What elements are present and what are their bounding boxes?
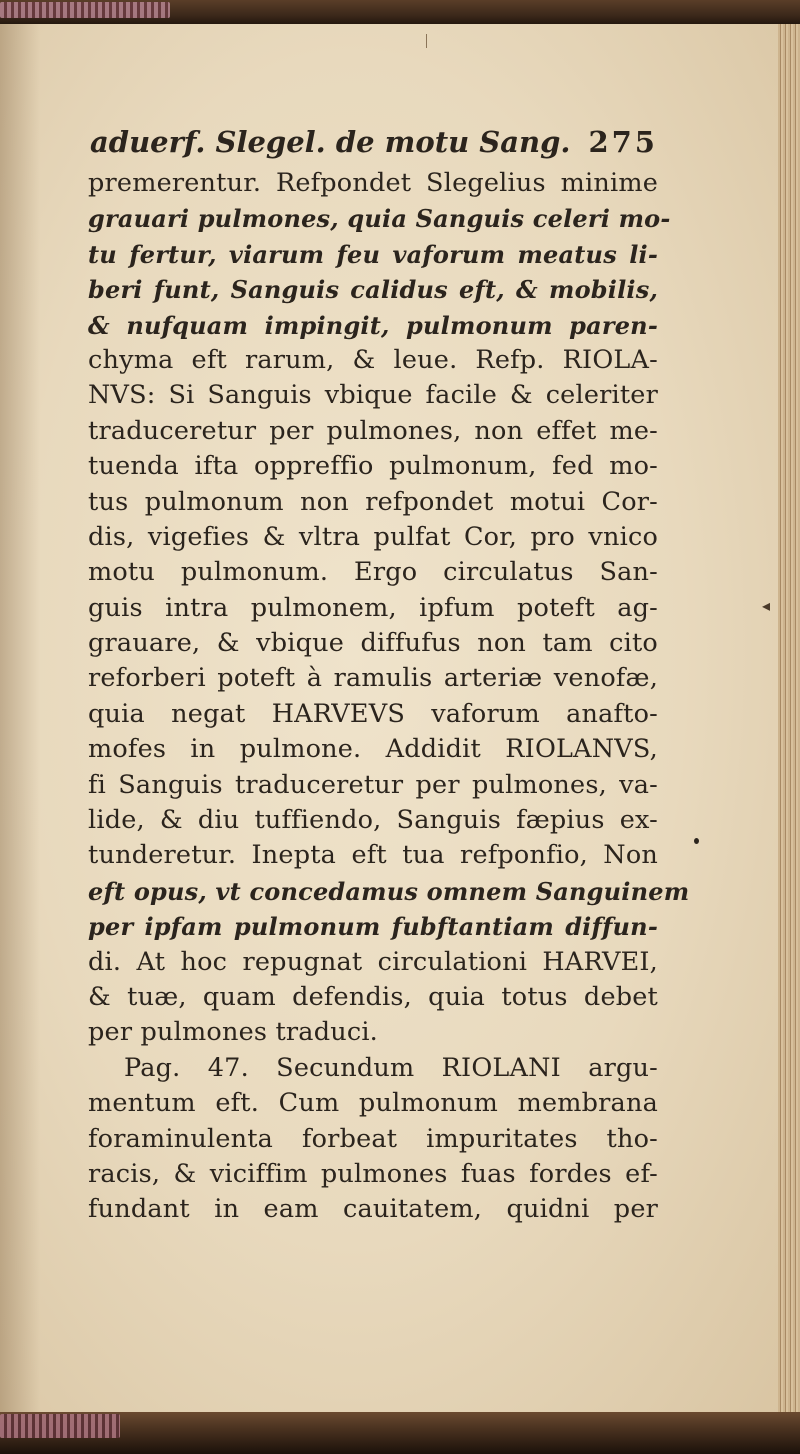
text-line: motu pulmonum. Ergo circulatus San- xyxy=(88,557,658,588)
binding-thread-bottom xyxy=(0,1414,120,1438)
margin-ink-dot xyxy=(694,838,699,844)
text-line: beri funt, Sanguis calidus eft, & mobilis, xyxy=(88,275,658,305)
text-line: fi Sanguis traduceretur per pulmones, va- xyxy=(88,769,658,800)
text-line: tuenda ifta oppreffio pulmonum, fed mo- xyxy=(88,451,658,482)
text-line: grauare, & vbique diffufus non tam cito xyxy=(88,628,658,659)
text-line: premerentur. Refpondet Slegelius minime xyxy=(88,168,658,198)
binding-thread xyxy=(0,2,170,18)
text-line: tu fertur, viarum feu vaforum meatus li- xyxy=(88,239,658,269)
text-line: quia negat HARVEVS vaforum anafto- xyxy=(88,698,658,729)
text-line: mofes in pulmone. Addidit RIOLANVS, xyxy=(88,734,658,765)
text-line: per ipfam pulmonum fubftantiam diffun- xyxy=(88,912,658,942)
text-line: reforberi poteft à ramulis arteriæ venofæ, xyxy=(88,663,658,694)
running-head xyxy=(88,118,658,166)
text-line: NVS: Si Sanguis vbique facile & celeriter xyxy=(88,380,658,411)
text-line: fundant in eam cauitatem, quidni per xyxy=(88,1194,658,1225)
page-number: 275 xyxy=(588,125,658,159)
text-line: traduceretur per pulmones, non effet me- xyxy=(88,415,658,446)
text-line: racis, & viciffim pulmones fuas fordes ef- xyxy=(88,1158,658,1189)
ink-tick-mark xyxy=(426,34,427,48)
text-line: foraminulenta forbeat impuritates tho- xyxy=(88,1123,658,1154)
text-line: dis, vigefies & vltra pulfat Cor, pro vnico xyxy=(88,521,658,552)
text-line: Pag. 47. Secundum RIOLANI argu- xyxy=(124,1052,658,1083)
text-line: grauari pulmones, quia Sanguis celeri mo- xyxy=(88,204,671,234)
text-line: & nufquam impingit, pulmonum paren- xyxy=(88,310,658,340)
page-text-block xyxy=(88,118,690,1228)
text-line: eft opus, vt concedamus omnem Sanguinem xyxy=(88,876,690,906)
text-line: guis intra pulmonem, ipfum poteft ag- xyxy=(88,592,658,623)
book-top-edge xyxy=(0,0,800,26)
text-line: chyma eft rarum, & leue. Refp. RIOLA- xyxy=(88,344,658,375)
text-line: per pulmones traduci. xyxy=(88,1017,378,1048)
running-head-title: aduerf. Slegel. de motu Sang. xyxy=(90,125,571,159)
text-line: di. At hoc repugnat circulationi HARVEI, xyxy=(88,946,658,977)
gutter-shadow xyxy=(0,24,40,1416)
page-fore-edge xyxy=(778,24,800,1416)
text-line: lide, & diu tuffiendo, Sanguis fæpius ex- xyxy=(88,805,658,836)
text-line: mentum eft. Cum pulmonum membrana xyxy=(88,1088,658,1119)
margin-arrow-mark: ◂ xyxy=(762,596,771,615)
book-bottom-edge xyxy=(0,1412,800,1454)
text-line: & tuæ, quam defendis, quia totus debet xyxy=(88,981,658,1012)
text-line: tus pulmonum non refpondet motui Cor- xyxy=(88,486,658,517)
text-line: tunderetur. Inepta eft tua refponfio, Non xyxy=(88,840,658,871)
